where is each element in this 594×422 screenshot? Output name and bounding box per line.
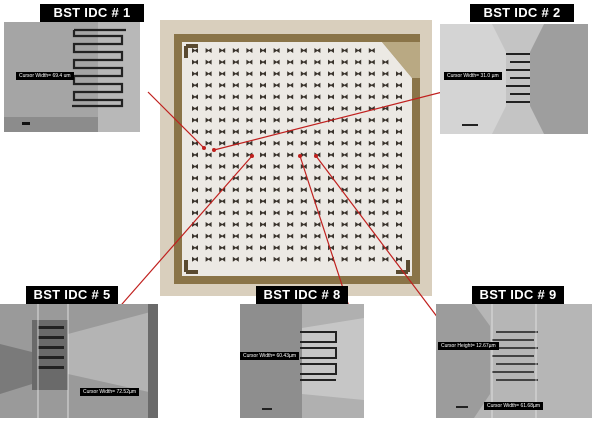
chip-die-image [160,20,432,296]
sem-image-idc1 [4,22,140,132]
panel-label: BST IDC # 2 [470,4,574,22]
sem-micrograph [436,304,592,418]
cursor-readout-height: Cursor Height= 12.67µm [438,342,499,350]
panel-label: BST IDC # 8 [256,286,348,304]
sem-micrograph [0,304,158,418]
sem-image-idc9 [436,304,592,418]
panel-label: BST IDC # 9 [472,286,564,304]
cursor-readout: Cursor Width= 60.43µm [240,352,299,360]
sem-image-idc5 [0,304,158,418]
sem-micrograph [240,304,364,418]
sem-image-idc2 [440,24,588,134]
chip-photo [160,20,432,296]
cursor-readout-width: Cursor Width= 61.68µm [484,402,543,410]
sem-image-idc8 [240,304,364,418]
cursor-readout: Cursor Width= 31.0 µm [444,72,502,80]
cursor-readout: Cursor Width= 72.52µm [80,388,139,396]
panel-label: BST IDC # 5 [26,286,118,304]
panel-label: BST IDC # 1 [40,4,144,22]
chip-substrate [182,42,412,276]
cursor-readout: Cursor Width= 69.4 um [16,72,74,80]
